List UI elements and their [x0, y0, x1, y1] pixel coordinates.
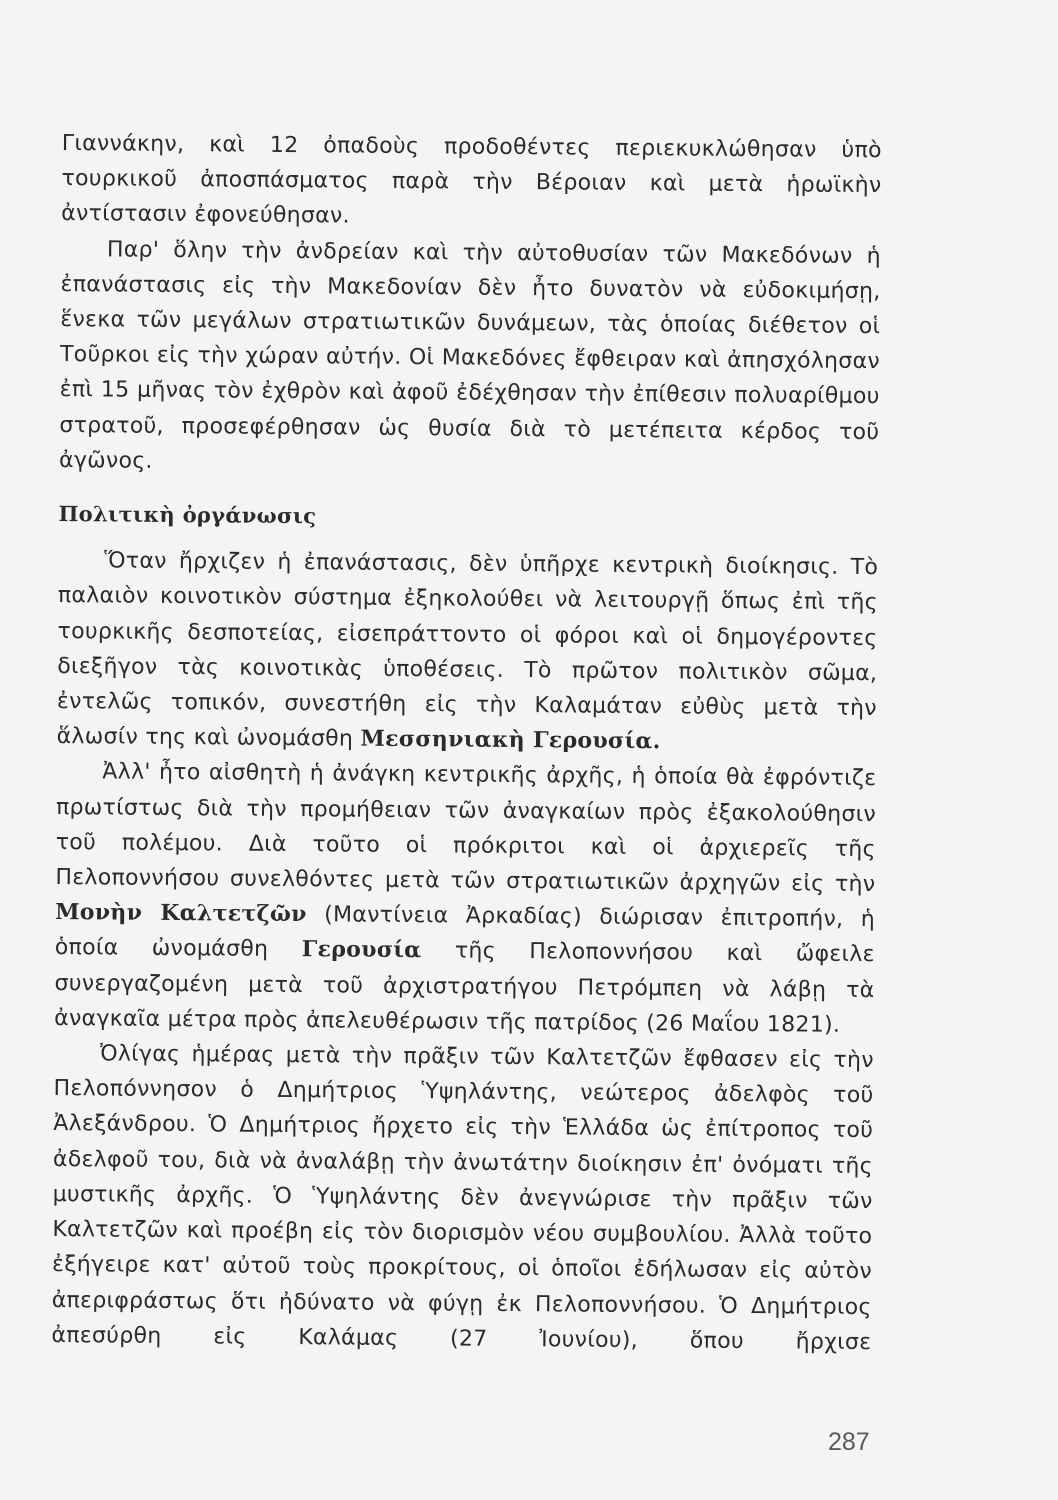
section-heading: Πολιτικὴ ὀργάνωσις — [58, 501, 317, 529]
paragraph-3 — [57, 543, 879, 761]
paragraph-1: Γιαννάκην, καὶ 12 ὀπαδοὺς προδοθέντες περιεκυκλώθησαν ὑπὸ τουρκικοῦ ἀποσπάσματος παρὰ τὴν Βέροιαν καὶ μετὰ ἡρωϊκὴν ἀντίστασιν ἐφονεύθησαν. — [61, 130, 882, 229]
messiniaki-gerousia-term: Μεσσηνιακὴ Γερουσία. — [360, 725, 661, 755]
moni-kaltetzon-term: Μονὴν Καλτετζῶν — [55, 899, 307, 928]
paragraph-4-text-c: τῆς Πελοποννήσου καὶ ὤφειλε συνεργαζομένη μετὰ τοῦ ἀρχιστρατήγου Πετρόμπεη νὰ λάβῃ τὰ ἀναγκαῖα μέτρα πρὸς ἀπελευθέρωσιν τῆς πατρίδος (26 Μαΐου 1821). — [54, 938, 875, 1038]
paragraph-5: Ὀλίγας ἡμέρας μετὰ τὴν πρᾶξιν τῶν Καλτετζῶν ἔφθασεν εἰς τὴν Πελοπόννησον ὁ Δημήτριος Ὑψηλάντης, νεώτερος ἀδελφὸς τοῦ Ἀλεξάνδρου. Ὁ Δημήτριος ἤρχετο εἰς τὴν Ἑλλάδα ὡς ἐπίτροπος τοῦ ἀδελφοῦ του, διὰ νὰ ἀναλάβῃ τὴν ἀνωτάτην διοίκησιν ἐπ' ὀνόματι τῆς μυστικῆς ἀρχῆς. Ὁ Ὑψηλάντης δὲν ἀνεγνώρισε τὴν πρᾶξιν τῶν Καλτετζῶν καὶ προέβη εἰς τὸν διορισμὸν νέου συμβουλίου. Ἀλλὰ τοῦτο ἐξήγειρε κατ' αὐτοῦ τοὺς προκρίτους, οἱ ὁποῖοι ἐδήλωσαν εἰς αὐτὸν ἀπεριφράστως ὅτι ἠδύνατο νὰ φύγῃ ἐκ Πελοποννήσου. Ὁ Δημήτριος ἀπεσύρθη εἰς Καλάμας (27 Ἰουνίου), ὅπου ἤρχισε — [51, 1041, 874, 1355]
paragraph-2: Παρ' ὅλην τὴν ἀνδρείαν καὶ τὴν αὐτοθυσίαν τῶν Μακεδόνων ἡ ἐπανάστασις εἰς τὴν Μακεδονίαν δὲν ἦτο δυνατὸν νὰ εὐδοκιμήσῃ, ἕνεκα τῶν μεγάλων στρατιωτικῶν δυνάμεων, τὰς ὁποίας διέθετον οἱ Τοῦρκοι εἰς τὴν χώραν αὐτήν. Οἱ Μακεδόνες ἔφθειραν καὶ ἀπησχόλησαν ἐπὶ 15 μῆνας τὸν ἐχθρὸν καὶ ἀφοῦ ἐδέχθησαν τὴν ἐπίθεσιν πολυαρίθμου στρατοῦ, προσεφέρθησαν ὡς θυσία διὰ τὸ μετέπειτα κέρδος τοῦ ἀγῶνος. — [58, 237, 882, 474]
paragraph-4 — [54, 754, 876, 1043]
gerousia-term: Γερουσία — [301, 936, 422, 964]
page-number: 287 — [828, 1428, 870, 1456]
paragraph-4-text-a: Ἀλλ' ἦτο αἰσθητὴ ἡ ἀνάγκη κεντρικῆς ἀρχῆς, ἡ ὁποία θὰ ἐφρόντιζε πρωτίστως διὰ τὴν προμήθειαν τῶν ἀναγκαίων πρὸς ἐξακολούθησιν τοῦ πολέμου. Διὰ τοῦτο οἱ πρόκριτοι καὶ οἱ ἀρχιερεῖς τῆς Πελοποννήσου συνελθόντες μετὰ τῶν στρατιωτικῶν ἀρχηγῶν εἰς τὴν — [55, 759, 877, 898]
body-text — [51, 126, 882, 1360]
paragraph-3-text: Ὅταν ἤρχιζεν ἡ ἐπανάστασις, δὲν ὑπῆρχε κεντρικὴ διοίκησις. Τὸ παλαιὸν κοινοτικὸν σύστημα ἐξηκολούθει νὰ λειτουργῇ ὅπως ἐπὶ τῆς τουρκικῆς δεσποτείας, εἰσεπράττοντο οἱ φόροι καὶ οἱ δημογέροντες διεξῆγον τὰς κοινοτικὰς ὑποθέσεις. Τὸ πρῶτον πολιτικὸν σῶμα, ἐντελῶς τοπικόν, συνεστήθη εἰς τὴν Καλαμάταν εὐθὺς μετὰ τὴν ἅλωσίν της καὶ ὠνομάσθη — [56, 548, 879, 752]
paragraph-4-text-b: (Μαντίνεια Ἀρκαδίας) διώρισαν ἐπιτροπήν, ἡ ὁποία ὠνομάσθη — [54, 902, 876, 963]
